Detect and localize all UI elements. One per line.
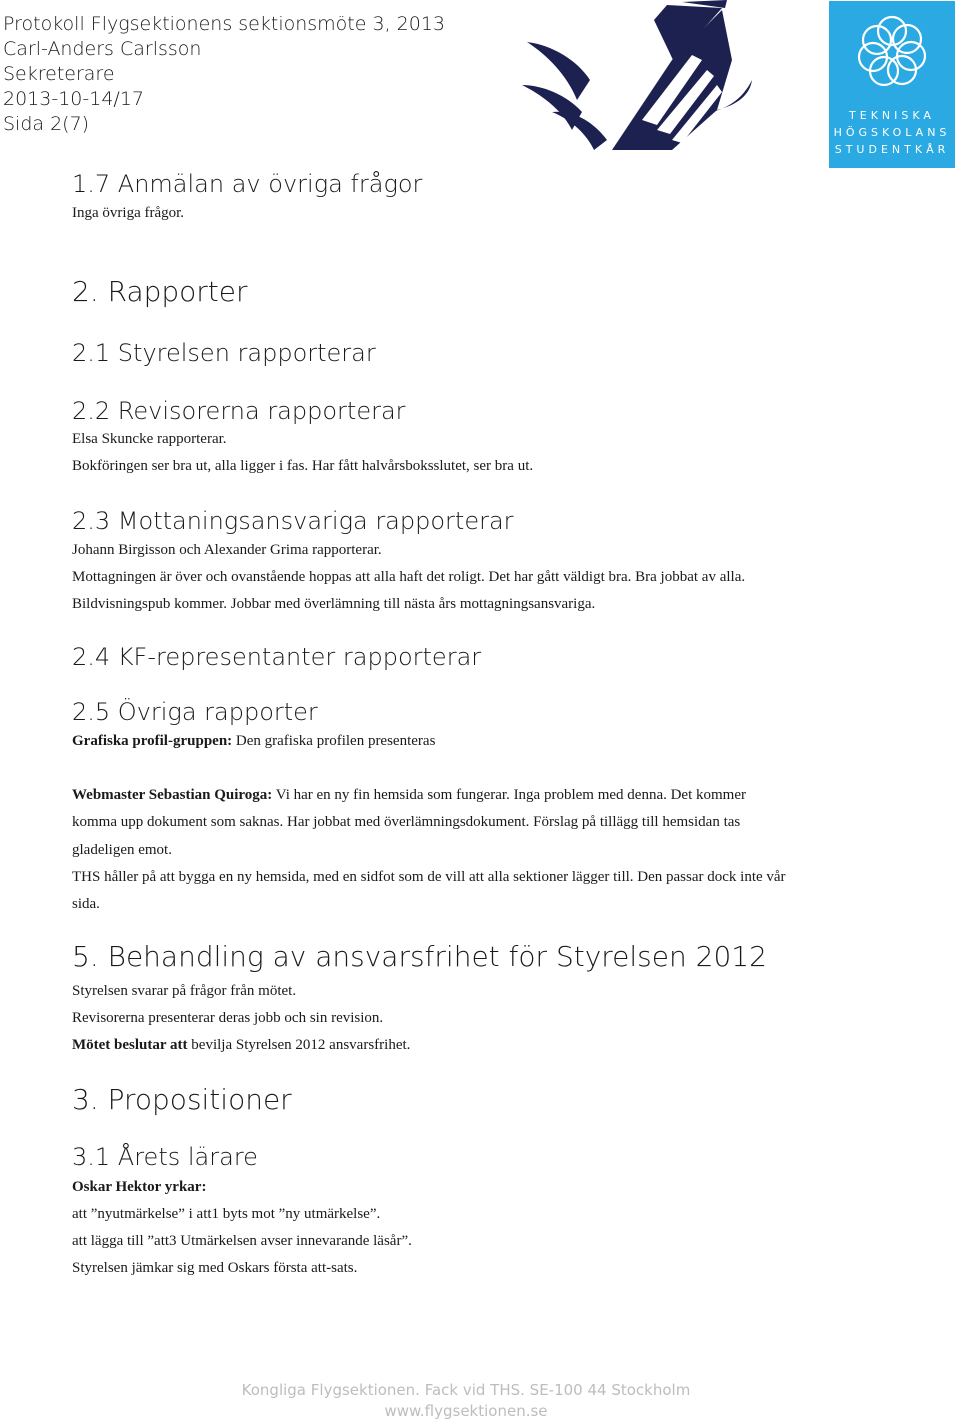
document-title: Protokoll Flygsektionens sektionsmöte 3, 2013	[3, 13, 445, 35]
footer-website: www.flygsektionen.se	[384, 1402, 548, 1420]
page-number: Sida 2(7)	[3, 113, 90, 135]
ths-word-2: HÖGSKOLANS	[833, 126, 951, 139]
ths-word-3: STUDENTKÅR	[834, 143, 950, 156]
flygsektionen-sail-logo	[522, 0, 752, 152]
oskar-label-line	[72, 1179, 206, 1196]
section-text-2-2-line2: Bokföringen ser bra ut, alla ligger i fas. Har fått halvårsboksslutet, ser bra ut.	[72, 458, 534, 474]
document-role: Sekreterare	[3, 63, 115, 85]
oskar-label: Oskar Hektor yrkar:	[72, 1179, 207, 1195]
section-heading-5: 5. Behandling av ansvarsfrihet för Styrelsen 2012	[72, 940, 767, 973]
section-heading-2-4: 2.4 KF-representanter rapporterar	[72, 643, 482, 671]
decision-text: bevilja Styrelsen 2012 ansvarsfrihet.	[187, 1037, 411, 1053]
section-text-2-3-line2: Mottagningen är över och ovanstående hoppas att alla haft det roligt. Det har gått väldigt bra. Bra jobbat av alla.	[72, 569, 746, 585]
webmaster-text1: Vi har en ny fin hemsida som fungerar. Inga problem med denna. Det kommer	[272, 787, 746, 803]
page-footer	[0, 1380, 932, 1422]
section-text-1-7: Inga övriga frågor.	[72, 205, 185, 221]
section-heading-1-7: 1.7 Anmälan av övriga frågor	[72, 170, 423, 198]
section-text-2-3-line3: Bildvisningspub kommer. Jobbar med överlämning till nästa års mottagningsansvariga.	[72, 596, 596, 612]
section-text-2-2-line1: Elsa Skuncke rapporterar.	[72, 431, 227, 447]
section-text-5-line3	[72, 1037, 410, 1054]
section-heading-2-5: 2.5 Övriga rapporter	[72, 698, 318, 726]
webmaster-label: Webmaster Sebastian Quiroga:	[72, 787, 273, 803]
document-date: 2013-10-14/17	[3, 88, 144, 110]
decision-label: Mötet beslutar att	[72, 1037, 188, 1053]
section-text-2-3-line1: Johann Birgisson och Alexander Grima rapporterar.	[72, 542, 382, 558]
grafiska-profil-label: Grafiska profil-gruppen:	[72, 733, 233, 749]
ths-rings-icon	[829, 1, 955, 101]
section-text-5-line1: Styrelsen svarar på frågor från mötet.	[72, 983, 297, 999]
section-heading-2: 2. Rapporter	[72, 275, 248, 308]
section-heading-2-2: 2.2 Revisorerna rapporterar	[72, 397, 406, 425]
section-text-3-1-line1: att ”nyutmärkelse” i att1 byts mot ”ny utmärkelse”.	[72, 1206, 381, 1222]
ths-hemsida-text1: THS håller på att bygga en ny hemsida, med en sidfot som de vill att alla sektioner lägger till. Den passar dock inte vår	[72, 869, 786, 885]
webmaster-line1	[72, 787, 746, 804]
grafiska-profil-line	[72, 733, 435, 750]
document-header	[3, 12, 445, 137]
webmaster-text2: komma upp dokument som saknas. Har jobbat med överlämningsdokument. Förslag på tillägg till hemsidan tas	[72, 814, 741, 830]
grafiska-profil-text: Den grafiska profilen presenteras	[232, 733, 436, 749]
section-heading-2-1: 2.1 Styrelsen rapporterar	[72, 339, 376, 367]
ths-logo	[829, 1, 955, 168]
section-heading-2-3: 2.3 Mottaningsansvariga rapporterar	[72, 507, 514, 535]
ths-word-1: TEKNISKA	[849, 109, 935, 122]
section-heading-3: 3. Propositioner	[72, 1083, 292, 1116]
section-text-3-1-line3: Styrelsen jämkar sig med Oskars första att-sats.	[72, 1260, 358, 1276]
ths-hemsida-text2: sida.	[72, 896, 100, 912]
section-heading-3-1: 3.1 Årets lärare	[72, 1143, 258, 1171]
webmaster-text3: gladeligen emot.	[72, 842, 172, 858]
section-text-5-line2: Revisorerna presenterar deras jobb och sin revision.	[72, 1010, 384, 1026]
footer-address: Kongliga Flygsektionen. Fack vid THS. SE-100 44 Stockholm	[241, 1381, 691, 1399]
document-author: Carl-Anders Carlsson	[3, 38, 202, 60]
section-text-3-1-line2: att lägga till ”att3 Utmärkelsen avser innevarande läsår”.	[72, 1233, 412, 1249]
